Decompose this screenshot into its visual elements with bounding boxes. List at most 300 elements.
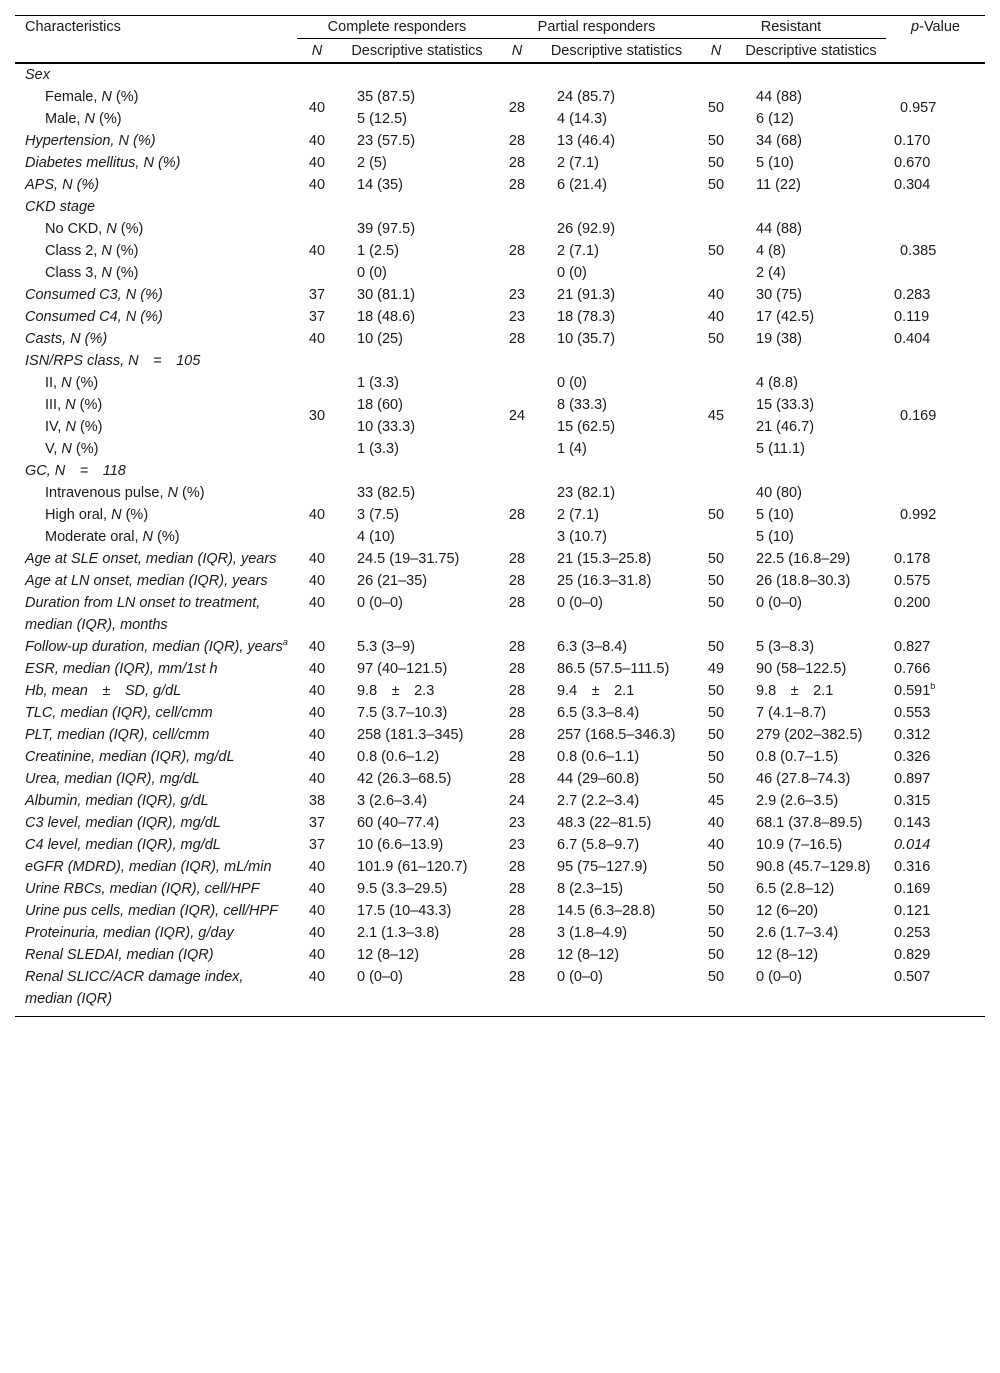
n-cell: 28 — [508, 881, 526, 897]
p-value-cell: 0.283 — [894, 287, 931, 303]
descriptive-statistics-cell: 97 (40–121.5) — [357, 661, 448, 677]
descriptive-statistics-cell: 2.9 (2.6–3.5) — [756, 793, 839, 809]
descriptive-statistics-cell: 5 (10) — [756, 507, 794, 523]
n-cell: 40 — [707, 837, 725, 853]
descriptive-statistics-cell: 2.1 (1.3–3.8) — [357, 925, 440, 941]
row-label: Class 3, N (%) — [45, 265, 139, 281]
descriptive-statistics-cell: 0 (0–0) — [357, 969, 403, 985]
table-cell — [297, 64, 985, 86]
table-row — [15, 702, 985, 724]
n-cell: 50 — [707, 727, 725, 743]
descriptive-statistics-cell: 12 (8–12) — [357, 947, 420, 963]
n-cell: 28 — [508, 133, 526, 149]
n-cell: 38 — [308, 793, 326, 809]
table-row — [15, 130, 985, 152]
row-label: Male, N (%) — [45, 111, 122, 127]
p-value-cell: 0.957 — [900, 100, 937, 116]
n-cell: 40 — [308, 155, 326, 171]
n-cell: 50 — [707, 331, 725, 347]
n-cell: 50 — [707, 243, 725, 259]
table-row — [15, 768, 985, 790]
n-cell: 28 — [508, 331, 526, 347]
p-value-cell: 0.316 — [894, 859, 931, 875]
descriptive-statistics-cell: 258 (181.3–345) — [357, 727, 464, 743]
descriptive-statistics-cell: 3 (10.7) — [557, 529, 607, 545]
table-cell — [297, 350, 985, 372]
n-cell: 23 — [508, 815, 526, 831]
p-value-cell: 0.178 — [894, 551, 931, 567]
descriptive-statistics-cell: 0 (0–0) — [756, 595, 802, 611]
table-row — [15, 284, 985, 306]
n-cell: 40 — [707, 309, 725, 325]
n-cell: 40 — [308, 595, 326, 611]
n-cell: 28 — [508, 705, 526, 721]
n-cell: 40 — [308, 639, 326, 655]
descriptive-statistics-cell: 2 (4) — [756, 265, 786, 281]
n-cell: 28 — [508, 683, 526, 699]
n-cell: 50 — [707, 683, 725, 699]
n-cell: 45 — [707, 408, 725, 424]
table-row — [15, 636, 985, 658]
descriptive-statistics-cell: 44 (88) — [756, 89, 802, 105]
n-cell: 28 — [508, 243, 526, 259]
n-cell: 40 — [308, 947, 326, 963]
n-cell: 50 — [707, 749, 725, 765]
descriptive-statistics-cell: 26 (92.9) — [557, 221, 616, 237]
row-label: High oral, N (%) — [45, 507, 149, 523]
n-cell: 40 — [308, 969, 326, 985]
descriptive-statistics-cell: 5.3 (3–9) — [357, 639, 416, 655]
n-cell: 40 — [707, 815, 725, 831]
table-row — [15, 86, 985, 108]
n-cell: 40 — [308, 771, 326, 787]
table-cell — [15, 39, 297, 64]
descriptive-statistics-cell: 5 (12.5) — [357, 111, 407, 127]
n-cell: 50 — [707, 705, 725, 721]
n-cell: 50 — [707, 595, 725, 611]
descriptive-statistics-cell: 24.5 (19–31.75) — [357, 551, 460, 567]
p-value-cell: 0.575 — [894, 573, 931, 589]
row-label: Age at LN onset, median (IQR), years — [25, 573, 268, 589]
descriptive-statistics-cell: 9.8 ± 2.1 — [756, 683, 834, 699]
n-cell: 28 — [508, 595, 526, 611]
n-cell: 23 — [508, 309, 526, 325]
n-cell: 28 — [508, 573, 526, 589]
table-cell — [297, 460, 985, 482]
n-cell: 50 — [707, 551, 725, 567]
row-label: II, N (%) — [45, 375, 99, 391]
n-cell: 30 — [308, 408, 326, 424]
descriptive-statistics-cell: 12 (8–12) — [756, 947, 819, 963]
descriptive-statistics-cell: 6.3 (3–8.4) — [557, 639, 628, 655]
n-cell: 37 — [308, 815, 326, 831]
p-value-cell: 0.170 — [894, 133, 931, 149]
table-row — [15, 570, 985, 592]
table-row — [15, 328, 985, 350]
n-cell: 40 — [308, 177, 326, 193]
descriptive-statistics-cell: 15 (33.3) — [756, 397, 815, 413]
descriptive-statistics-cell: 18 (60) — [357, 397, 403, 413]
n-cell: 40 — [308, 727, 326, 743]
n-cell: 50 — [707, 969, 725, 985]
n-cell: 40 — [308, 243, 326, 259]
table-row — [15, 196, 985, 218]
n-cell: 28 — [508, 177, 526, 193]
n-cell: 40 — [308, 705, 326, 721]
n-cell: 37 — [308, 287, 326, 303]
table-row — [15, 790, 985, 812]
row-label: Urine pus cells, median (IQR), cell/HPF — [25, 903, 279, 919]
table-row — [15, 922, 985, 944]
descriptive-statistics-cell: 90.8 (45.7–129.8) — [756, 859, 871, 875]
descriptive-statistics-cell: 2.6 (1.7–3.4) — [756, 925, 839, 941]
table-cell — [297, 196, 985, 218]
descriptive-statistics-cell: 3 (7.5) — [357, 507, 399, 523]
row-label: Albumin, median (IQR), g/dL — [25, 793, 209, 809]
descriptive-statistics-cell: 21 (46.7) — [756, 419, 815, 435]
characteristics-table — [15, 15, 985, 1017]
n-cell: 28 — [508, 100, 526, 116]
n-cell: 28 — [508, 727, 526, 743]
descriptive-statistics-cell: 10 (35.7) — [557, 331, 616, 347]
n-cell: 28 — [508, 947, 526, 963]
p-value-cell: 0.326 — [894, 749, 931, 765]
n-cell: 50 — [707, 859, 725, 875]
table-row — [15, 460, 985, 482]
n-cell: 28 — [508, 925, 526, 941]
n-cell: 40 — [308, 859, 326, 875]
n-cell: 50 — [707, 133, 725, 149]
descriptive-statistics-cell: 6.5 (2.8–12) — [756, 881, 835, 897]
descriptive-statistics-cell: 5 (3–8.3) — [756, 639, 815, 655]
n-cell: 50 — [707, 100, 725, 116]
descriptive-statistics-cell: 9.8 ± 2.3 — [357, 683, 435, 699]
n-cell: 40 — [308, 903, 326, 919]
p-value-cell: 0.304 — [894, 177, 931, 193]
table-row — [15, 658, 985, 680]
p-value-cell: 0.591$^b$ — [894, 681, 936, 699]
row-label: III, N (%) — [45, 397, 103, 413]
descriptive-statistics-cell: 0 (0–0) — [756, 969, 802, 985]
n-cell: 40 — [308, 507, 326, 523]
row-label: CKD stage — [25, 199, 96, 215]
row-label: Sex — [25, 67, 50, 83]
table-row — [15, 966, 985, 1017]
p-value-cell: 0.897 — [894, 771, 931, 787]
table-row — [15, 482, 985, 504]
row-label: Hypertension, N (%) — [25, 133, 156, 149]
row-label: Proteinuria, median (IQR), g/day — [25, 925, 234, 941]
descriptive-statistics-cell: 44 (88) — [756, 221, 802, 237]
n-cell: 50 — [707, 881, 725, 897]
table-cell — [297, 39, 337, 64]
row-label: Urea, median (IQR), mg/dL — [25, 771, 200, 787]
descriptive-statistics-cell: 48.3 (22–81.5) — [557, 815, 652, 831]
n-cell: 40 — [308, 133, 326, 149]
table-cell — [696, 39, 736, 64]
table-row — [15, 592, 985, 636]
header-n: N — [311, 43, 323, 59]
n-cell: 45 — [707, 793, 725, 809]
header-desc: Descriptive statistics — [550, 43, 683, 59]
n-cell: 50 — [707, 903, 725, 919]
descriptive-statistics-cell: 24 (85.7) — [557, 89, 616, 105]
row-label: Moderate oral, N (%) — [45, 529, 180, 545]
header-desc: Descriptive statistics — [745, 43, 877, 59]
p-value-cell: 0.312 — [894, 727, 931, 743]
table-row — [15, 746, 985, 768]
n-cell: 40 — [308, 749, 326, 765]
p-value-cell: 0.121 — [894, 903, 931, 919]
table-cell — [15, 1017, 985, 1018]
descriptive-statistics-cell: 21 (91.3) — [557, 287, 616, 303]
row-label: PLT, median (IQR), cell/cmm — [25, 727, 210, 743]
descriptive-statistics-cell: 18 (78.3) — [557, 309, 616, 325]
table-row — [15, 306, 985, 328]
n-cell: 37 — [308, 309, 326, 325]
descriptive-statistics-cell: 40 (80) — [756, 485, 802, 501]
row-label: Diabetes mellitus, N (%) — [25, 155, 181, 171]
p-value-cell: 0.169 — [900, 408, 937, 424]
descriptive-statistics-cell: 8 (2.3–15) — [557, 881, 624, 897]
row-label: C4 level, median (IQR), mg/dL — [25, 837, 221, 853]
n-cell: 24 — [508, 408, 526, 424]
table-row — [15, 64, 985, 86]
descriptive-statistics-cell: 2 (7.1) — [557, 155, 599, 171]
descriptive-statistics-cell: 11 (22) — [756, 177, 801, 193]
n-cell: 40 — [308, 551, 326, 567]
p-value-cell: 0.119 — [894, 309, 930, 325]
descriptive-statistics-cell: 9.4 ± 2.1 — [557, 683, 635, 699]
n-cell: 40 — [308, 331, 326, 347]
descriptive-statistics-cell: 2.7 (2.2–3.4) — [557, 793, 640, 809]
row-label: ISN/RPS class, N = 105 — [25, 353, 201, 369]
p-value-cell: 0.829 — [894, 947, 931, 963]
p-value-cell: 0.553 — [894, 705, 931, 721]
descriptive-statistics-cell: 68.1 (37.8–89.5) — [756, 815, 863, 831]
descriptive-statistics-cell: 10 (33.3) — [357, 419, 416, 435]
n-cell: 28 — [508, 969, 526, 985]
descriptive-statistics-cell: 6 (12) — [756, 111, 794, 127]
descriptive-statistics-cell: 26 (21–35) — [357, 573, 428, 589]
descriptive-statistics-cell: 3 (1.8–4.9) — [557, 925, 628, 941]
n-cell: 50 — [707, 947, 725, 963]
descriptive-statistics-cell: 0 (0) — [557, 375, 587, 391]
row-label: Renal SLEDAI, median (IQR) — [25, 947, 214, 963]
descriptive-statistics-cell: 6 (21.4) — [557, 177, 607, 193]
n-cell: 28 — [508, 155, 526, 171]
p-value-cell: 0.507 — [894, 969, 931, 985]
descriptive-statistics-cell: 0 (0) — [557, 265, 587, 281]
descriptive-statistics-cell: 7.5 (3.7–10.3) — [357, 705, 448, 721]
row-label: Female, N (%) — [45, 89, 139, 105]
header-row-groups — [15, 16, 985, 39]
descriptive-statistics-cell: 257 (168.5–346.3) — [557, 727, 676, 743]
n-cell: 40 — [308, 573, 326, 589]
p-value-cell: 0.827 — [894, 639, 931, 655]
header-complete-responders: Complete responders — [297, 16, 497, 39]
descriptive-statistics-cell: 8 (33.3) — [557, 397, 607, 413]
row-label: GC, N = 118 — [25, 463, 126, 479]
descriptive-statistics-cell: 60 (40–77.4) — [357, 815, 440, 831]
n-cell: 28 — [508, 859, 526, 875]
descriptive-statistics-cell: 0 (0–0) — [557, 969, 603, 985]
n-cell: 28 — [508, 507, 526, 523]
descriptive-statistics-cell: 12 (6–20) — [756, 903, 819, 919]
n-cell: 28 — [508, 639, 526, 655]
n-cell: 50 — [707, 507, 725, 523]
descriptive-statistics-cell: 279 (202–382.5) — [756, 727, 863, 743]
descriptive-statistics-cell: 30 (75) — [756, 287, 802, 303]
descriptive-statistics-cell: 17.5 (10–43.3) — [357, 903, 452, 919]
descriptive-statistics-cell: 2 (7.1) — [557, 243, 599, 259]
descriptive-statistics-cell: 4 (8) — [756, 243, 786, 259]
row-label: Duration from LN onset to treatment, median (IQR), months — [25, 595, 261, 633]
table-row — [15, 174, 985, 196]
descriptive-statistics-cell: 33 (82.5) — [357, 485, 416, 501]
row-label: V, N (%) — [45, 441, 99, 457]
n-cell: 28 — [508, 661, 526, 677]
descriptive-statistics-cell: 7 (4.1–8.7) — [756, 705, 827, 721]
n-cell: 24 — [508, 793, 526, 809]
descriptive-statistics-cell: 2 (7.1) — [557, 507, 599, 523]
row-label: Renal SLICC/ACR damage index, median (IQR) — [25, 969, 244, 1007]
descriptive-statistics-cell: 5 (10) — [756, 529, 794, 545]
header-characteristics: Characteristics — [25, 19, 121, 35]
p-value-cell: 0.169 — [894, 881, 931, 897]
descriptive-statistics-cell: 23 (82.1) — [557, 485, 616, 501]
n-cell: 40 — [308, 925, 326, 941]
n-cell: 28 — [508, 771, 526, 787]
row-label: Class 2, N (%) — [45, 243, 139, 259]
descriptive-statistics-cell: 4 (14.3) — [557, 111, 607, 127]
table-row — [15, 944, 985, 966]
table-row — [15, 218, 985, 240]
n-cell: 23 — [508, 837, 526, 853]
descriptive-statistics-cell: 34 (68) — [756, 133, 802, 149]
row-label: Hb, mean ± SD, g/dL — [25, 683, 182, 699]
descriptive-statistics-cell: 35 (87.5) — [357, 89, 416, 105]
row-label: IV, N (%) — [45, 419, 103, 435]
significant-p-value: 0.014 — [894, 837, 931, 853]
descriptive-statistics-cell: 21 (15.3–25.8) — [557, 551, 652, 567]
descriptive-statistics-cell: 101.9 (61–120.7) — [357, 859, 468, 875]
p-value-cell: 0.992 — [900, 507, 937, 523]
descriptive-statistics-cell: 44 (29–60.8) — [557, 771, 640, 787]
descriptive-statistics-cell: 10 (25) — [357, 331, 403, 347]
n-cell: 49 — [707, 661, 725, 677]
header-n: N — [511, 43, 523, 59]
p-value-cell: 0.253 — [894, 925, 931, 941]
descriptive-statistics-cell: 39 (97.5) — [357, 221, 416, 237]
table-row — [15, 856, 985, 878]
descriptive-statistics-cell: 19 (38) — [756, 331, 802, 347]
row-label: Follow-up duration, median (IQR), years$^a$ — [25, 637, 288, 655]
table-cell — [497, 39, 537, 64]
p-value-cell: 0.670 — [894, 155, 931, 171]
descriptive-statistics-cell: 3 (2.6–3.4) — [357, 793, 428, 809]
descriptive-statistics-cell: 17 (42.5) — [756, 309, 815, 325]
descriptive-statistics-cell: 26 (18.8–30.3) — [756, 573, 851, 589]
n-cell: 50 — [707, 177, 725, 193]
table-row — [15, 372, 985, 394]
table-row — [15, 548, 985, 570]
descriptive-statistics-cell: 1 (2.5) — [357, 243, 399, 259]
n-cell: 50 — [707, 155, 725, 171]
n-cell: 40 — [308, 100, 326, 116]
row-label: C3 level, median (IQR), mg/dL — [25, 815, 221, 831]
descriptive-statistics-cell: 10 (6.6–13.9) — [357, 837, 444, 853]
descriptive-statistics-cell: 46 (27.8–74.3) — [756, 771, 851, 787]
row-label: Intravenous pulse, N (%) — [45, 485, 205, 501]
table-row — [15, 152, 985, 174]
descriptive-statistics-cell: 25 (16.3–31.8) — [557, 573, 652, 589]
row-label: eGFR (MDRD), median (IQR), mL/min — [25, 859, 272, 875]
n-cell: 50 — [707, 771, 725, 787]
table-row — [15, 878, 985, 900]
header-partial-responders: Partial responders — [497, 16, 696, 39]
row-label: APS, N (%) — [25, 177, 100, 193]
n-cell: 40 — [707, 287, 725, 303]
descriptive-statistics-cell: 1 (3.3) — [357, 375, 399, 391]
row-label: Age at SLE onset, median (IQR), years — [25, 551, 277, 567]
row-label: Urine RBCs, median (IQR), cell/HPF — [25, 881, 260, 897]
n-cell: 40 — [308, 683, 326, 699]
header-row-sub — [15, 39, 985, 64]
row-label: TLC, median (IQR), cell/cmm — [25, 705, 213, 721]
row-label: Creatinine, median (IQR), mg/dL — [25, 749, 235, 765]
header-n: N — [710, 43, 722, 59]
descriptive-statistics-cell: 14 (35) — [357, 177, 403, 193]
n-cell: 23 — [508, 287, 526, 303]
p-value-cell: 0.766 — [894, 661, 931, 677]
table-row — [15, 680, 985, 702]
descriptive-statistics-cell: 30 (81.1) — [357, 287, 416, 303]
n-cell: 28 — [508, 551, 526, 567]
descriptive-statistics-cell: 15 (62.5) — [557, 419, 616, 435]
descriptive-statistics-cell: 4 (10) — [357, 529, 395, 545]
table-row — [15, 834, 985, 856]
descriptive-statistics-cell: 0.8 (0.6–1.2) — [357, 749, 440, 765]
n-cell: 37 — [308, 837, 326, 853]
p-value-cell: 0.385 — [900, 243, 937, 259]
n-cell: 50 — [707, 573, 725, 589]
descriptive-statistics-cell: 6.7 (5.8–9.7) — [557, 837, 640, 853]
descriptive-statistics-cell: 0 (0–0) — [557, 595, 603, 611]
descriptive-statistics-cell: 23 (57.5) — [357, 133, 416, 149]
descriptive-statistics-cell: 1 (4) — [557, 441, 587, 457]
descriptive-statistics-cell: 12 (8–12) — [557, 947, 620, 963]
n-cell: 50 — [707, 639, 725, 655]
descriptive-statistics-cell: 5 (10) — [756, 155, 794, 171]
p-value-cell: 0.143 — [894, 815, 931, 831]
descriptive-statistics-cell: 18 (48.6) — [357, 309, 416, 325]
descriptive-statistics-cell: 95 (75–127.9) — [557, 859, 648, 875]
descriptive-statistics-cell: 6.5 (3.3–8.4) — [557, 705, 640, 721]
descriptive-statistics-cell: 42 (26.3–68.5) — [357, 771, 452, 787]
n-cell: 50 — [707, 925, 725, 941]
descriptive-statistics-cell: 1 (3.3) — [357, 441, 399, 457]
table-row — [15, 350, 985, 372]
n-cell: 28 — [508, 749, 526, 765]
row-label: Consumed C4, N (%) — [25, 309, 163, 325]
n-cell: 40 — [308, 881, 326, 897]
header-desc: Descriptive statistics — [351, 43, 483, 59]
n-cell: 28 — [508, 903, 526, 919]
descriptive-statistics-cell: 5 (11.1) — [756, 441, 805, 457]
descriptive-statistics-cell: 10.9 (7–16.5) — [756, 837, 843, 853]
descriptive-statistics-cell: 86.5 (57.5–111.5) — [557, 661, 670, 677]
